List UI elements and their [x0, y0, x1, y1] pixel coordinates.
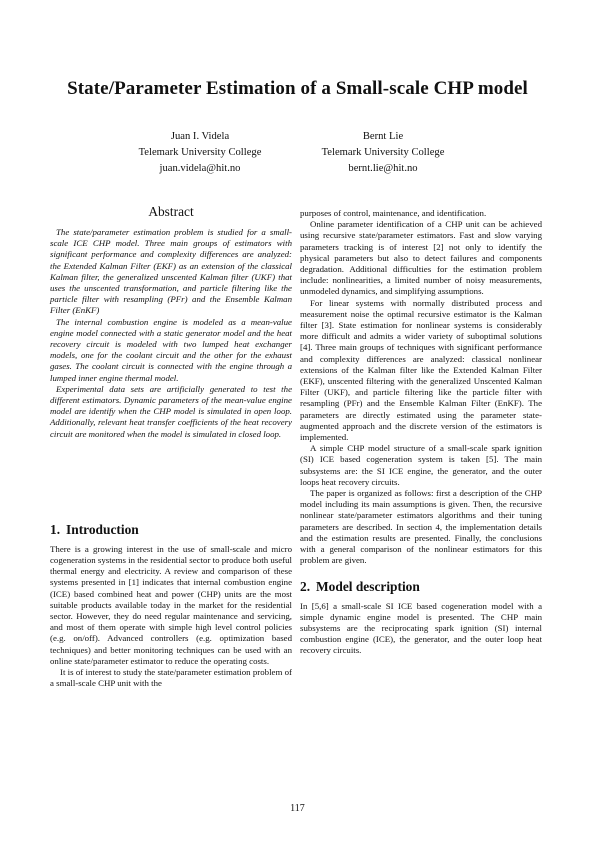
- author-email: juan.videla@hit.no: [159, 163, 241, 174]
- author-name: Bernt Lie: [362, 131, 404, 142]
- body-paragraph: purposes of control, maintenance, and identification.: [300, 208, 487, 218]
- author-block-1: [100, 129, 300, 177]
- right-column: [300, 208, 542, 657]
- author-affiliation: Telemark University College: [138, 147, 262, 158]
- author-email: bernt.lie@hit.no: [348, 163, 418, 174]
- author-affiliation: Telemark University College: [321, 147, 445, 158]
- section-number: 1.: [50, 521, 61, 537]
- section-number: 2.: [300, 578, 311, 594]
- body-paragraph: The paper is organized as follows: first a description of the CHP model including its main assumptions is given. Then, the recursive nonlinear state/parameter estimators algorithms and their tuning parameters are described. In section 4, the implementation details and the estimation results are presented. Finally, the conclusions with a general comparison of the nonlinear estimators for this problem are given.: [300, 488, 542, 566]
- page-number: 117: [290, 803, 305, 814]
- introduction-continued: [300, 208, 542, 567]
- abstract-heading: Abstract: [148, 204, 194, 219]
- body-paragraph: It is of interest to study the state/parameter estimation problem of a small-scale CHP unit with the: [50, 667, 292, 689]
- body-paragraph: Online parameter identification of a CHP unit can be achieved using recursive state/parameter estimators. Fast and slow varying parameters tracking is of interest [2] not only to identify the physical parameters but also to detect failures and components degradation. Additional difficulties for the estimation problem include: nonlinearities, a limited number of noisy measurements, unmodeled dynamics, and simplifying assumptions.: [300, 219, 542, 297]
- abstract-paragraph: Experimental data sets are artificially generated to test the different estimators. Dynamic parameters of the mean-value engine model are identify when the CHP model is simulated in open loop. Additionally, relevant heat transfer coefficients of the heat recovery circuit are monitored when the model is simulated in closed loop.: [50, 383, 292, 439]
- section-title: Model description: [316, 578, 420, 594]
- body-paragraph: There is a growing interest in the use of small-scale and micro cogeneration systems in the residential sector to produce both useful thermal energy and electricity. A review and comparison of these systems presented in [1] indicates that internal combustion engine (ICE) based combined heat and power (CHP) units are the most suitable products available today in the market for the residential sector. However, they do need regular maintenance and servicing, and most of them operate with simple high level control policies (e.g. on/off). Advanced controllers (e.g. optimization based techniques) and better monitoring techniques can be used with an online state/parameter estimator to reduce the operating costs.: [50, 543, 292, 666]
- section-heading-introduction: [50, 522, 292, 538]
- body-paragraph: In [5,6] a small-scale SI ICE based cogeneration model with a simple dynamic engine model is presented. The CHP main subsystems are the reciprocating spark ignition (SI) internal combustion engine (ICE), the generator, and the outer loop heat recovery circuits.: [300, 600, 542, 656]
- paper-title: State/Parameter Estimation of a Small-scale CHP model: [67, 78, 528, 99]
- author-block-2: [283, 129, 483, 177]
- model-description-body: [300, 601, 542, 657]
- author-name: Juan I. Videla: [170, 131, 230, 142]
- introduction-body: [50, 544, 292, 690]
- abstract: [50, 204, 292, 440]
- section-title: Introduction: [66, 521, 139, 537]
- section-heading-model-description: [300, 579, 542, 595]
- body-paragraph: A simple CHP model structure of a small-scale spark ignition (SI) ICE based cogeneration system is taken [5]. The main subsystems are: the SI ICE engine, the generator, and the outer loops heat recovery circuits.: [300, 443, 542, 487]
- abstract-paragraph: The state/parameter estimation problem is studied for a small-scale ICE CHP model. Three main groups of estimators with significant performance and complexity differences are analyzed: the Extended Kalman Filter (EKF) as an extension of the classical Kalman filter, the generalized unscented Kalman filter (UKF) that uses the unscented transformation, and particle filtering like the particle filter with resampling (PFr) and the Ensemble Kalman Filter (EnKF): [50, 227, 292, 316]
- body-paragraph: For linear systems with normally distributed process and measurement noise the optimal recursive estimator is the Kalman filter [3]. State estimation for nonlinear systems is considerably more difficult and admits a wider variety of suboptimal solutions [4]. Three main groups of techniques with significant performance and complexity differences are analyzed: classical nonlinear extensions of the Kalman filter like the Extended Kalman Filter (EKF), unscented filtering with the generalized Unscented Kalman Filter (UKF), and particle filtering like the particle filter with resampling (PFr) and the Ensemble Kalman Filter (EnKF). The parameters are directly estimated using the parameter state-augmented approach and the discrete version of the estimators is implemented.: [300, 297, 542, 443]
- left-column: [50, 204, 292, 690]
- abstract-paragraph: The internal combustion engine is modeled as a mean-value engine model connected with a static generator model and the heat recovery circuit is modeled with two lumped heat exchanger models, one for the coolant circuit and the other for the exhaust gases. The coolant circuit is connected with the engine through a lumped inner engine thermal model.: [50, 316, 292, 383]
